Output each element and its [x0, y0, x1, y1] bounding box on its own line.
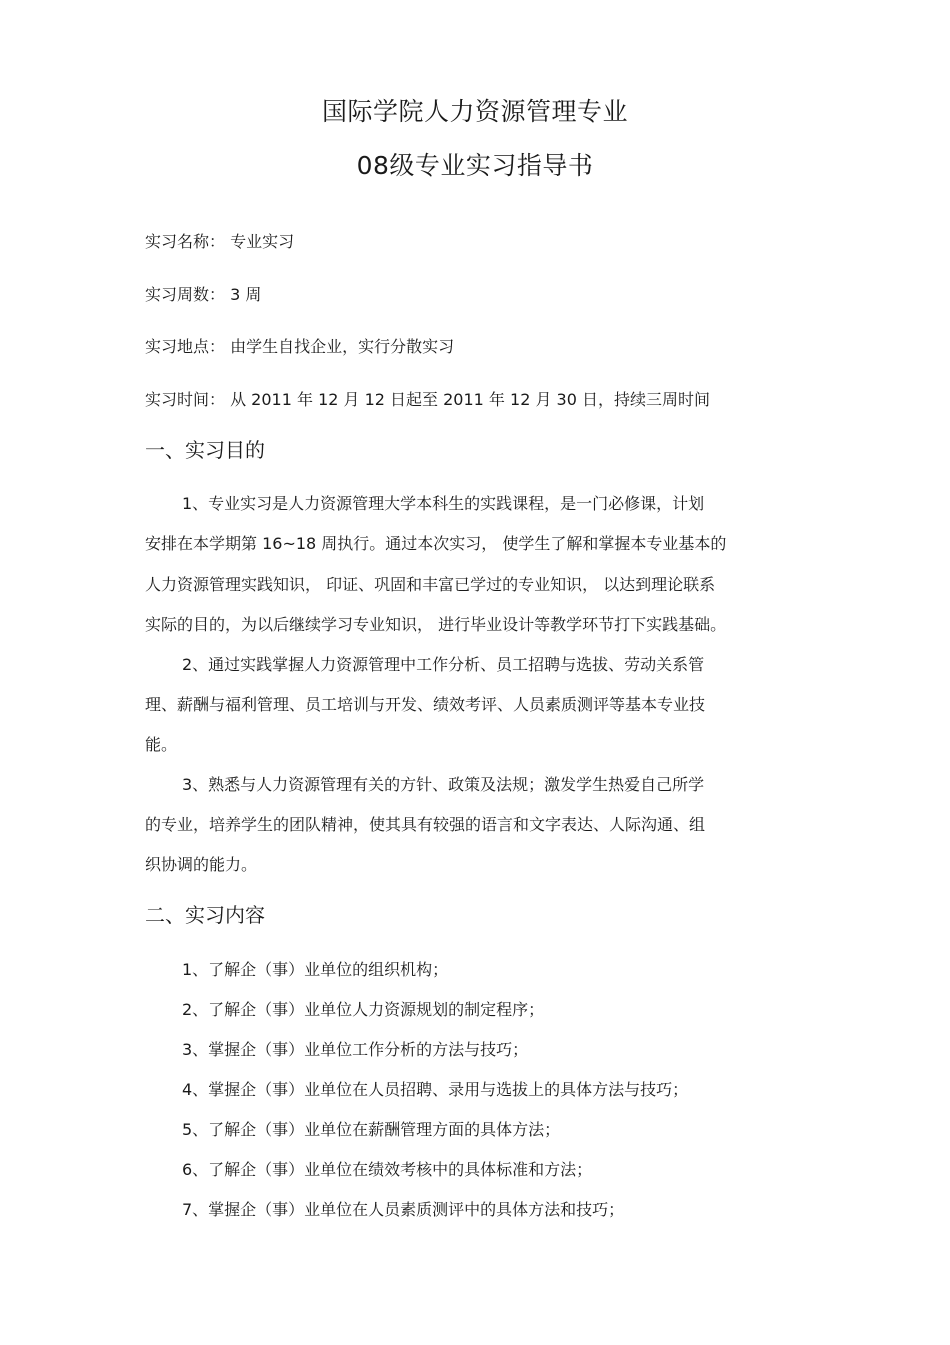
- meta-location: 实习地点： 由学生自找企业，实行分散实习: [145, 337, 455, 356]
- list-item: 1、了解企（事）业单位的组织机构；: [182, 960, 449, 979]
- list-item: 5、了解企（事）业单位在薪酬管理方面的具体方法；: [182, 1120, 561, 1139]
- list-item: 3、掌握企（事）业单位工作分析的方法与技巧；: [182, 1040, 529, 1059]
- section1-p1-line: 安排在本学期第 16~18 周执行。通过本次实习， 使学生了解和掌握本专业基本的: [145, 534, 727, 553]
- meta-weeks: 实习周数： 3 周: [145, 285, 262, 304]
- list-item: 6、了解企（事）业单位在绩效考核中的具体标准和方法；: [182, 1160, 593, 1179]
- section1-p2-line: 能。: [145, 735, 178, 754]
- meta-time: 实习时间： 从 2011 年 12 月 12 日起至 2011 年 12 月 30 日，持续三周时间: [145, 390, 710, 409]
- section1-p1-line: 1、专业实习是人力资源管理大学本科生的实践课程，是一门必修课，计划: [182, 494, 705, 513]
- meta-name: 实习名称： 专业实习: [145, 232, 295, 251]
- section1-p2-line: 2、通过实践掌握人力资源管理中工作分析、员工招聘与选拔、劳动关系管: [182, 655, 705, 674]
- doc-title-line2: 08级专业实习指导书: [356, 151, 594, 180]
- section1-heading: 一、实习目的: [145, 438, 265, 462]
- list-item: 7、掌握企（事）业单位在人员素质测评中的具体方法和技巧；: [182, 1200, 625, 1219]
- section1-p1-line: 实际的目的，为以后继续学习专业知识， 进行毕业设计等教学环节打下实践基础。: [145, 615, 727, 634]
- section1-p1-line: 人力资源管理实践知识， 印证、巩固和丰富已学过的专业知识， 以达到理论联系: [145, 575, 716, 594]
- section1-p3-line: 的专业，培养学生的团队精神，使其具有较强的语言和文字表达、人际沟通、组: [145, 815, 706, 834]
- doc-title-line1: 国际学院人力资源管理专业: [321, 97, 628, 126]
- section1-p2-line: 理、薪酬与福利管理、员工培训与开发、绩效考评、人员素质测评等基本专业技: [145, 695, 706, 714]
- section1-p3-line: 织协调的能力。: [145, 855, 258, 874]
- list-item: 4、掌握企（事）业单位在人员招聘、录用与选拔上的具体方法与技巧；: [182, 1080, 689, 1099]
- section1-p3-line: 3、熟悉与人力资源管理有关的方针、政策及法规；激发学生热爱自己所学: [182, 775, 705, 794]
- list-item: 2、了解企（事）业单位人力资源规划的制定程序；: [182, 1000, 545, 1019]
- section2-heading: 二、实习内容: [145, 903, 265, 927]
